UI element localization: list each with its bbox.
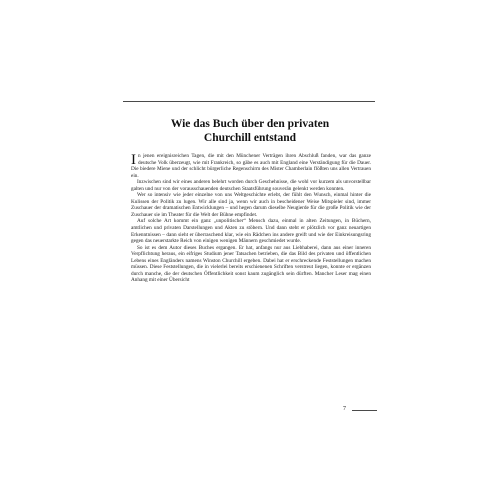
header-rule bbox=[123, 101, 375, 102]
footer-rule bbox=[352, 410, 377, 411]
page-number: 7 bbox=[343, 406, 346, 412]
paragraph-4: Auf solche Art kommt ein ganz „unpolitischer“ Mensch dazu, einmal in alten Zeitungen, in Büchern, amtlichen und privaten Darstellungen und Akten zu stöbern. Und dann steht er plötzlich vor ganz neuartigen Erkenntnissen – dann sieht er überraschend klar, wie ein Rädchen ins andere greift und wie der Einkreisungsring gegen das neuerstarkte Reich von einigen wenigen Männern geschmiedet wurde. bbox=[131, 218, 371, 245]
paragraph-2: Inzwischen sind wir eines anderen belehrt worden durch Geschehnisse, die wohl vor kurzem als unvorstellbar galten und nur von der vorausschauenden deutschen Staatsführung souverän gelenkt werden konnten. bbox=[131, 179, 371, 192]
paragraph-3: Wer so intensiv wie jeder einzelne von uns Weltgeschichte erlebt, der fühlt den Wunsch, einmal hinter die Kulissen der Politik zu lugen. Wir alle sind ja, wenn wir auch in bescheidener Weise Mitspieler sind, immer Zuschauer der dramatischen Entwicklungen – und hegen darum dieselbe Neugierde für die große Politik wie der Zuschauer sie im Theater für die Welt der Bühne empfindet. bbox=[131, 192, 371, 218]
paragraph-1 bbox=[131, 153, 371, 179]
body-text bbox=[131, 153, 371, 284]
chapter-title-line-1: Wie das Buch über den privaten bbox=[170, 118, 330, 130]
paragraph-5: So ist es dem Autor dieses Buches ergangen. Er hat, anfangs nur aus Liebhaberei, dann aus einer inneren Verpflichtung heraus, ein eifriges Studium jener Tatsachen betrieben, die das Bild des privaten und öffentlichen Lebens eines Engländers namens Winston Churchill ergeben. Dabei hat er erschreckende Feststellungen machen müssen. Diese Feststellungen, die in vielerlei bereits erschienenen Schriften verstreut liegen, konnte er ergänzen durch manche, die der deutschen Öffentlichkeit sonst kaum zugänglich sein dürften. Mancher Leser mag einen Anhang mit einer Übersicht bbox=[131, 244, 371, 284]
chapter-title-line-2: Churchill entstand bbox=[203, 132, 297, 144]
drop-cap: I bbox=[131, 152, 136, 168]
chapter-title bbox=[130, 117, 370, 145]
paragraph-1-text: n jenen ereignisreichen Tagen, die mit den Münchener Verträgen ihren Abschluß fanden, war das ganze deutsche Volk überzeugt, wie mit Frankreich, so gäbe es auch mit England eine Verständigung für die Dauer. Die biedere Miene und der schlicht bürgerliche Regenschirm des Mister Chamberlain flößten uns allen Vertrauen ein. bbox=[131, 153, 371, 179]
